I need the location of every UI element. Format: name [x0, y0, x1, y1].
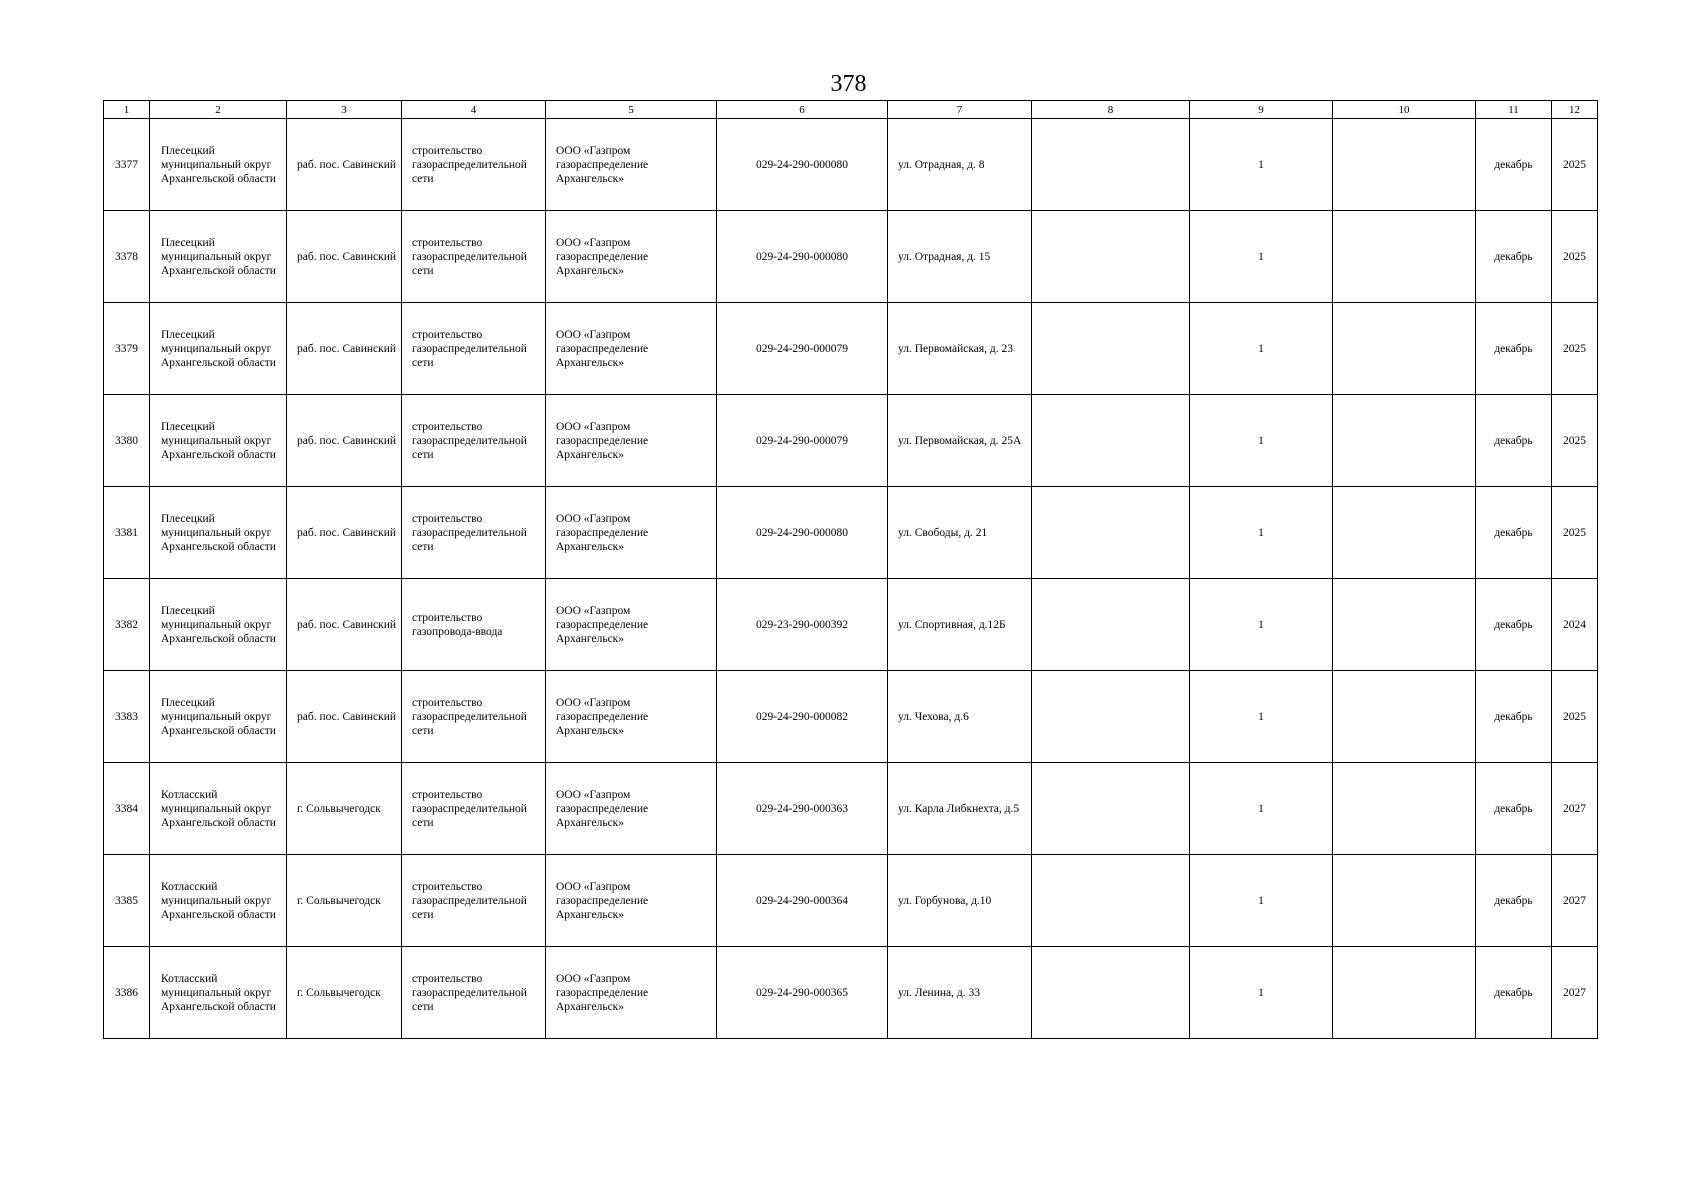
column-header: 6	[717, 101, 888, 119]
table-row	[104, 211, 1598, 303]
month-cell: декабрь	[1476, 119, 1552, 211]
quantity-cell: 1	[1190, 671, 1333, 763]
column-header: 5	[546, 101, 717, 119]
work-type-cell: строительство газораспределительной сети	[402, 303, 546, 395]
empty-cell	[1333, 763, 1476, 855]
table-row	[104, 303, 1598, 395]
month-cell: декабрь	[1476, 487, 1552, 579]
empty-cell	[1032, 579, 1190, 671]
row-number-cell: 3381	[104, 487, 150, 579]
district-cell: Плесецкий муниципальный округ Архангельской области	[150, 671, 287, 763]
object-code-cell: 029-24-290-000079	[717, 303, 888, 395]
column-header: 3	[287, 101, 402, 119]
work-type-cell: строительство газопровода-ввода	[402, 579, 546, 671]
address-cell: ул. Первомайская, д. 23	[888, 303, 1032, 395]
column-header: 1	[104, 101, 150, 119]
row-number-cell: 3384	[104, 763, 150, 855]
empty-cell	[1032, 211, 1190, 303]
organization-cell: ООО «Газпром газораспределение Архангельск»	[546, 119, 717, 211]
work-type-cell: строительство газораспределительной сети	[402, 671, 546, 763]
district-cell: Плесецкий муниципальный округ Архангельской области	[150, 487, 287, 579]
work-type-cell: строительство газораспределительной сети	[402, 211, 546, 303]
empty-cell	[1032, 671, 1190, 763]
row-number-cell: 3378	[104, 211, 150, 303]
row-number-cell: 3380	[104, 395, 150, 487]
address-cell: ул. Свободы, д. 21	[888, 487, 1032, 579]
object-code-cell: 029-24-290-000365	[717, 947, 888, 1039]
empty-cell	[1333, 579, 1476, 671]
empty-cell	[1333, 303, 1476, 395]
table-row	[104, 947, 1598, 1039]
column-header: 2	[150, 101, 287, 119]
district-cell: Плесецкий муниципальный округ Архангельской области	[150, 211, 287, 303]
column-header: 9	[1190, 101, 1333, 119]
object-code-cell: 029-24-290-000363	[717, 763, 888, 855]
column-header: 11	[1476, 101, 1552, 119]
work-type-cell: строительство газораспределительной сети	[402, 395, 546, 487]
settlement-cell: г. Сольвычегодск	[287, 947, 402, 1039]
work-type-cell: строительство газораспределительной сети	[402, 855, 546, 947]
settlement-cell: г. Сольвычегодск	[287, 763, 402, 855]
empty-cell	[1032, 763, 1190, 855]
column-header: 8	[1032, 101, 1190, 119]
address-cell: ул. Спортивная, д.12Б	[888, 579, 1032, 671]
month-cell: декабрь	[1476, 855, 1552, 947]
district-cell: Плесецкий муниципальный округ Архангельской области	[150, 395, 287, 487]
empty-cell	[1333, 855, 1476, 947]
year-cell: 2025	[1552, 211, 1598, 303]
organization-cell: ООО «Газпром газораспределение Архангельск»	[546, 947, 717, 1039]
district-cell: Плесецкий муниципальный округ Архангельской области	[150, 119, 287, 211]
quantity-cell: 1	[1190, 763, 1333, 855]
quantity-cell: 1	[1190, 211, 1333, 303]
column-header: 12	[1552, 101, 1598, 119]
empty-cell	[1032, 947, 1190, 1039]
row-number-cell: 3386	[104, 947, 150, 1039]
organization-cell: ООО «Газпром газораспределение Архангельск»	[546, 487, 717, 579]
object-code-cell: 029-23-290-000392	[717, 579, 888, 671]
table-row	[104, 671, 1598, 763]
year-cell: 2025	[1552, 487, 1598, 579]
empty-cell	[1032, 487, 1190, 579]
district-cell: Котласский муниципальный округ Архангельской области	[150, 763, 287, 855]
row-number-cell: 3377	[104, 119, 150, 211]
quantity-cell: 1	[1190, 119, 1333, 211]
empty-cell	[1032, 303, 1190, 395]
settlement-cell: раб. пос. Савинский	[287, 211, 402, 303]
empty-cell	[1032, 395, 1190, 487]
organization-cell: ООО «Газпром газораспределение Архангельск»	[546, 579, 717, 671]
object-code-cell: 029-24-290-000082	[717, 671, 888, 763]
address-cell: ул. Отрадная, д. 15	[888, 211, 1032, 303]
row-number-cell: 3385	[104, 855, 150, 947]
object-code-cell: 029-24-290-000080	[717, 211, 888, 303]
address-cell: ул. Чехова, д.6	[888, 671, 1032, 763]
month-cell: декабрь	[1476, 947, 1552, 1039]
month-cell: декабрь	[1476, 671, 1552, 763]
column-number-row	[104, 101, 1598, 119]
table-row	[104, 579, 1598, 671]
settlement-cell: раб. пос. Савинский	[287, 671, 402, 763]
month-cell: декабрь	[1476, 395, 1552, 487]
empty-cell	[1333, 395, 1476, 487]
settlement-cell: раб. пос. Савинский	[287, 119, 402, 211]
district-cell: Плесецкий муниципальный округ Архангельской области	[150, 579, 287, 671]
empty-cell	[1333, 211, 1476, 303]
column-header: 7	[888, 101, 1032, 119]
row-number-cell: 3382	[104, 579, 150, 671]
empty-cell	[1032, 855, 1190, 947]
object-code-cell: 029-24-290-000080	[717, 487, 888, 579]
year-cell: 2025	[1552, 303, 1598, 395]
quantity-cell: 1	[1190, 855, 1333, 947]
quantity-cell: 1	[1190, 303, 1333, 395]
address-cell: ул. Карла Либкнехта, д.5	[888, 763, 1032, 855]
organization-cell: ООО «Газпром газораспределение Архангельск»	[546, 395, 717, 487]
month-cell: декабрь	[1476, 303, 1552, 395]
object-code-cell: 029-24-290-000364	[717, 855, 888, 947]
settlement-cell: раб. пос. Савинский	[287, 303, 402, 395]
page-number: 378	[830, 71, 867, 97]
year-cell: 2025	[1552, 119, 1598, 211]
settlement-cell: г. Сольвычегодск	[287, 855, 402, 947]
settlement-cell: раб. пос. Савинский	[287, 579, 402, 671]
work-type-cell: строительство газораспределительной сети	[402, 763, 546, 855]
registry-table	[103, 100, 1598, 1039]
month-cell: декабрь	[1476, 211, 1552, 303]
district-cell: Котласский муниципальный округ Архангельской области	[150, 947, 287, 1039]
empty-cell	[1333, 487, 1476, 579]
organization-cell: ООО «Газпром газораспределение Архангельск»	[546, 671, 717, 763]
year-cell: 2027	[1552, 763, 1598, 855]
object-code-cell: 029-24-290-000080	[717, 119, 888, 211]
column-header: 10	[1333, 101, 1476, 119]
year-cell: 2027	[1552, 855, 1598, 947]
work-type-cell: строительство газораспределительной сети	[402, 119, 546, 211]
year-cell: 2027	[1552, 947, 1598, 1039]
work-type-cell: строительство газораспределительной сети	[402, 947, 546, 1039]
quantity-cell: 1	[1190, 395, 1333, 487]
address-cell: ул. Ленина, д. 33	[888, 947, 1032, 1039]
district-cell: Плесецкий муниципальный округ Архангельской области	[150, 303, 287, 395]
quantity-cell: 1	[1190, 487, 1333, 579]
organization-cell: ООО «Газпром газораспределение Архангельск»	[546, 763, 717, 855]
row-number-cell: 3383	[104, 671, 150, 763]
settlement-cell: раб. пос. Савинский	[287, 487, 402, 579]
district-cell: Котласский муниципальный округ Архангельской области	[150, 855, 287, 947]
table-row	[104, 487, 1598, 579]
empty-cell	[1333, 119, 1476, 211]
organization-cell: ООО «Газпром газораспределение Архангельск»	[546, 211, 717, 303]
row-number-cell: 3379	[104, 303, 150, 395]
year-cell: 2025	[1552, 395, 1598, 487]
organization-cell: ООО «Газпром газораспределение Архангельск»	[546, 855, 717, 947]
empty-cell	[1333, 671, 1476, 763]
year-cell: 2024	[1552, 579, 1598, 671]
month-cell: декабрь	[1476, 579, 1552, 671]
address-cell: ул. Первомайская, д. 25А	[888, 395, 1032, 487]
quantity-cell: 1	[1190, 947, 1333, 1039]
empty-cell	[1032, 119, 1190, 211]
quantity-cell: 1	[1190, 579, 1333, 671]
month-cell: декабрь	[1476, 763, 1552, 855]
object-code-cell: 029-24-290-000079	[717, 395, 888, 487]
organization-cell: ООО «Газпром газораспределение Архангельск»	[546, 303, 717, 395]
table-row	[104, 763, 1598, 855]
settlement-cell: раб. пос. Савинский	[287, 395, 402, 487]
year-cell: 2025	[1552, 671, 1598, 763]
address-cell: ул. Отрадная, д. 8	[888, 119, 1032, 211]
table-row	[104, 395, 1598, 487]
address-cell: ул. Горбунова, д.10	[888, 855, 1032, 947]
table-row	[104, 119, 1598, 211]
empty-cell	[1333, 947, 1476, 1039]
table-row	[104, 855, 1598, 947]
column-header: 4	[402, 101, 546, 119]
work-type-cell: строительство газораспределительной сети	[402, 487, 546, 579]
